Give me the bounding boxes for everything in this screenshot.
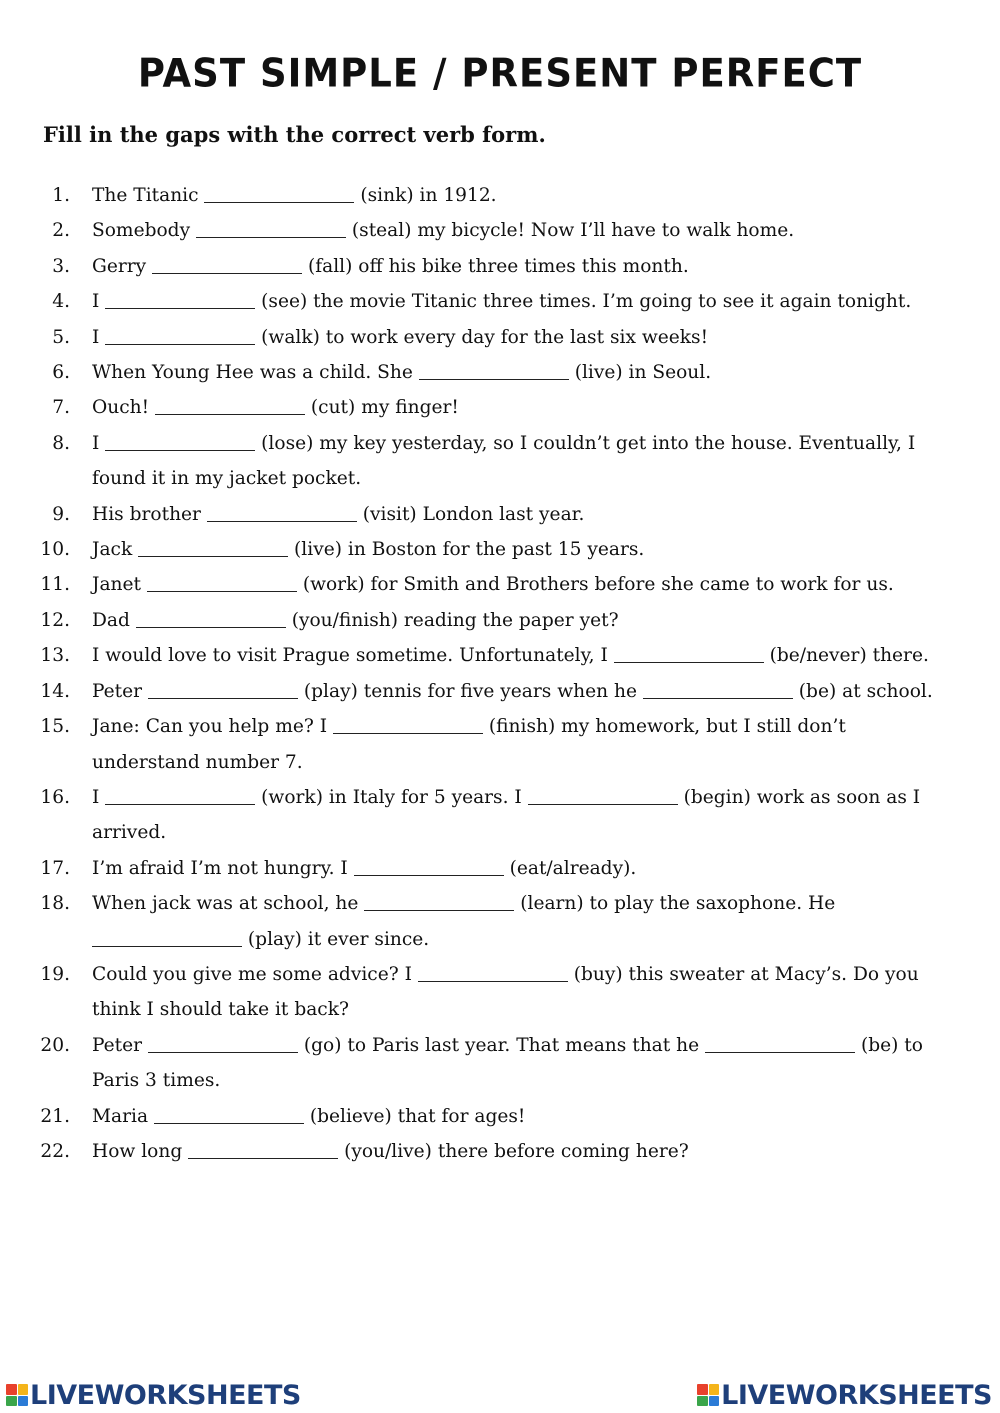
item-number: 15. (40, 716, 70, 738)
exercise-item (0, 532, 1000, 567)
item-text (92, 1134, 942, 1169)
item-text-part: Peter (92, 1034, 148, 1056)
footer-brand-text: LIVEWORKSHEETS (30, 1379, 301, 1411)
item-text-part: (see) the movie Titanic three times. I’m going to see it again tonight. (255, 291, 912, 313)
item-text-part: (buy) this sweater at Macy’s. Do you think I should take it back? (92, 963, 925, 1021)
item-text-part: (you/live) there before coming here? (338, 1140, 689, 1162)
answer-blank[interactable] (105, 785, 255, 805)
item-text-part: (begin) work as soon as I arrived. (92, 786, 927, 844)
item-text-part: Gerry (92, 255, 153, 277)
item-text-part: Peter (92, 680, 148, 702)
exercise-item (0, 567, 1000, 602)
item-text-part: (live) in Boston for the past 15 years. (288, 539, 645, 561)
item-text (92, 532, 942, 567)
exercise-item (0, 674, 1000, 709)
item-number: 8. (52, 432, 70, 454)
item-text (92, 1028, 942, 1099)
item-text (92, 603, 942, 638)
item-text (92, 851, 942, 886)
exercise-item (0, 709, 1000, 780)
answer-blank[interactable] (105, 290, 255, 310)
item-text (92, 1099, 942, 1134)
item-text (92, 390, 942, 425)
answer-blank[interactable] (188, 1139, 338, 1159)
exercise-item (0, 249, 1000, 284)
item-text-part: I (92, 291, 106, 313)
item-number: 17. (40, 857, 70, 879)
item-text-part: (be) to Paris 3 times. (92, 1034, 929, 1092)
item-text (92, 284, 942, 319)
answer-blank[interactable] (154, 1104, 304, 1124)
item-text-part: Somebody (92, 220, 196, 242)
answer-blank[interactable] (705, 1033, 855, 1053)
item-text-part: Jack (92, 539, 139, 561)
item-text-part: When jack was at school, he (92, 893, 365, 915)
exercise-item (0, 780, 1000, 851)
exercise-item (0, 603, 1000, 638)
item-text (92, 780, 942, 851)
item-text-part: (be) at school. (792, 680, 933, 702)
item-text (92, 567, 942, 602)
item-number: 20. (40, 1034, 70, 1056)
item-text-part: (fall) off his bike three times this month. (302, 255, 689, 277)
answer-blank[interactable] (152, 254, 302, 274)
item-text (92, 709, 942, 780)
item-text-part: Janet (92, 574, 147, 596)
item-text (92, 497, 942, 532)
item-text-part: (walk) to work every day for the last six weeks! (255, 326, 709, 348)
item-text-part: (visit) London last year. (356, 503, 585, 525)
exercise-item (0, 497, 1000, 532)
worksheet-title: PAST SIMPLE / PRESENT PERFECT (137, 50, 863, 97)
item-text-part: Jane: Can you help me? I (92, 716, 333, 738)
exercise-item (0, 957, 1000, 1028)
item-number: 2. (52, 220, 70, 242)
item-number: 4. (52, 291, 70, 313)
item-text (92, 886, 942, 957)
answer-blank[interactable] (418, 962, 568, 982)
item-text (92, 249, 942, 284)
item-text-part: Dad (92, 609, 136, 631)
item-number: 6. (52, 362, 70, 384)
item-text (92, 320, 942, 355)
answer-blank[interactable] (643, 679, 793, 699)
answer-blank[interactable] (148, 1033, 298, 1053)
item-text-part: I (92, 326, 106, 348)
item-text-part: (learn) to play the saxophone. He (514, 893, 842, 915)
item-number: 7. (52, 397, 70, 419)
answer-blank[interactable] (364, 892, 514, 912)
exercise-item (0, 390, 1000, 425)
item-number: 12. (40, 609, 70, 631)
item-text-part: I would love to visit Prague sometime. Unfortunately, I (92, 645, 614, 667)
item-number: 3. (52, 255, 70, 277)
answer-blank[interactable] (138, 537, 288, 557)
item-text-part: (live) in Seoul. (568, 362, 712, 384)
answer-blank[interactable] (354, 856, 504, 876)
item-text-part: (you/finish) reading the paper yet? (285, 609, 619, 631)
item-text (92, 178, 942, 213)
item-number: 18. (40, 893, 70, 915)
answer-blank[interactable] (614, 644, 764, 664)
item-number: 9. (52, 503, 70, 525)
item-text-part: (cut) my finger! (305, 397, 459, 419)
answer-blank[interactable] (204, 183, 354, 203)
item-text-part: How long (92, 1140, 189, 1162)
item-text-part: I (92, 786, 106, 808)
exercise-item (0, 284, 1000, 319)
item-number: 16. (40, 786, 70, 808)
answer-blank[interactable] (105, 431, 255, 451)
answer-blank[interactable] (155, 396, 305, 416)
exercise-item (0, 1134, 1000, 1169)
exercise-item (0, 355, 1000, 390)
item-text-part: (work) in Italy for 5 years. I (255, 786, 528, 808)
exercise-list (0, 178, 1000, 1169)
item-number: 19. (40, 963, 70, 985)
liveworksheets-logo-icon (697, 1384, 719, 1406)
item-text-part: (believe) that for ages! (303, 1105, 526, 1127)
item-text-part: When Young Hee was a child. She (92, 362, 419, 384)
item-number: 11. (40, 574, 70, 596)
exercise-item (0, 178, 1000, 213)
exercise-item (0, 851, 1000, 886)
item-text-part: (sink) in 1912. (354, 185, 497, 206)
item-text-part: (play) tennis for five years when he (297, 680, 643, 702)
item-number: 5. (52, 326, 70, 348)
item-text-part: Ouch! (92, 397, 155, 419)
item-text-part: I (92, 432, 106, 454)
item-number: 14. (40, 680, 70, 702)
item-text (92, 213, 942, 248)
item-text (92, 957, 942, 1028)
item-text-part: (lose) my key yesterday, so I couldn’t get into the house. Eventually, I found it in my jacket pocket. (92, 432, 922, 490)
answer-blank[interactable] (419, 360, 569, 380)
answer-blank[interactable] (333, 715, 483, 735)
item-text (92, 674, 942, 709)
liveworksheets-logo-icon (6, 1384, 28, 1406)
exercise-item (0, 1099, 1000, 1134)
exercise-item (0, 886, 1000, 957)
item-number: 22. (40, 1140, 70, 1162)
item-number: 13. (40, 645, 70, 667)
answer-blank[interactable] (207, 502, 357, 522)
answer-blank[interactable] (105, 325, 255, 345)
item-text-part: (work) for Smith and Brothers before she came to work for us. (296, 574, 894, 596)
answer-blank[interactable] (528, 785, 678, 805)
item-number: 10. (40, 539, 70, 561)
item-number: 21. (40, 1105, 70, 1127)
item-text-part: (finish) my homework, but I still don’t understand number 7. (92, 716, 852, 773)
exercise-item (0, 213, 1000, 248)
item-text-part: The Titanic (92, 185, 205, 206)
item-text-part: His brother (92, 503, 207, 525)
exercise-item (0, 320, 1000, 355)
footer-brand-text: LIVEWORKSHEETS (721, 1379, 992, 1411)
item-text-part: (steal) my bicycle! Now I’ll have to walk home. (345, 220, 795, 242)
item-text (92, 426, 942, 497)
instruction-text: Fill in the gaps with the correct verb form. (43, 122, 546, 147)
exercise-item (0, 1028, 1000, 1099)
footer-brand-left (6, 1379, 301, 1411)
answer-blank[interactable] (136, 608, 286, 628)
item-text-part: I’m afraid I’m not hungry. I (92, 857, 354, 879)
answer-blank[interactable] (196, 219, 346, 239)
answer-blank[interactable] (92, 927, 242, 947)
item-number: 1. (52, 185, 70, 206)
exercise-item (0, 426, 1000, 497)
footer-brand-right (697, 1379, 992, 1411)
answer-blank[interactable] (148, 679, 298, 699)
item-text-part: (play) it ever since. (242, 928, 430, 950)
item-text-part: (be/never) there. (763, 645, 929, 667)
item-text (92, 638, 942, 673)
answer-blank[interactable] (147, 573, 297, 593)
exercise-item (0, 638, 1000, 673)
item-text-part: Could you give me some advice? I (92, 963, 418, 985)
item-text-part: (go) to Paris last year. That means that he (297, 1034, 706, 1056)
item-text-part: (eat/already). (503, 857, 637, 879)
item-text (92, 355, 942, 390)
item-text-part: Maria (92, 1105, 154, 1127)
